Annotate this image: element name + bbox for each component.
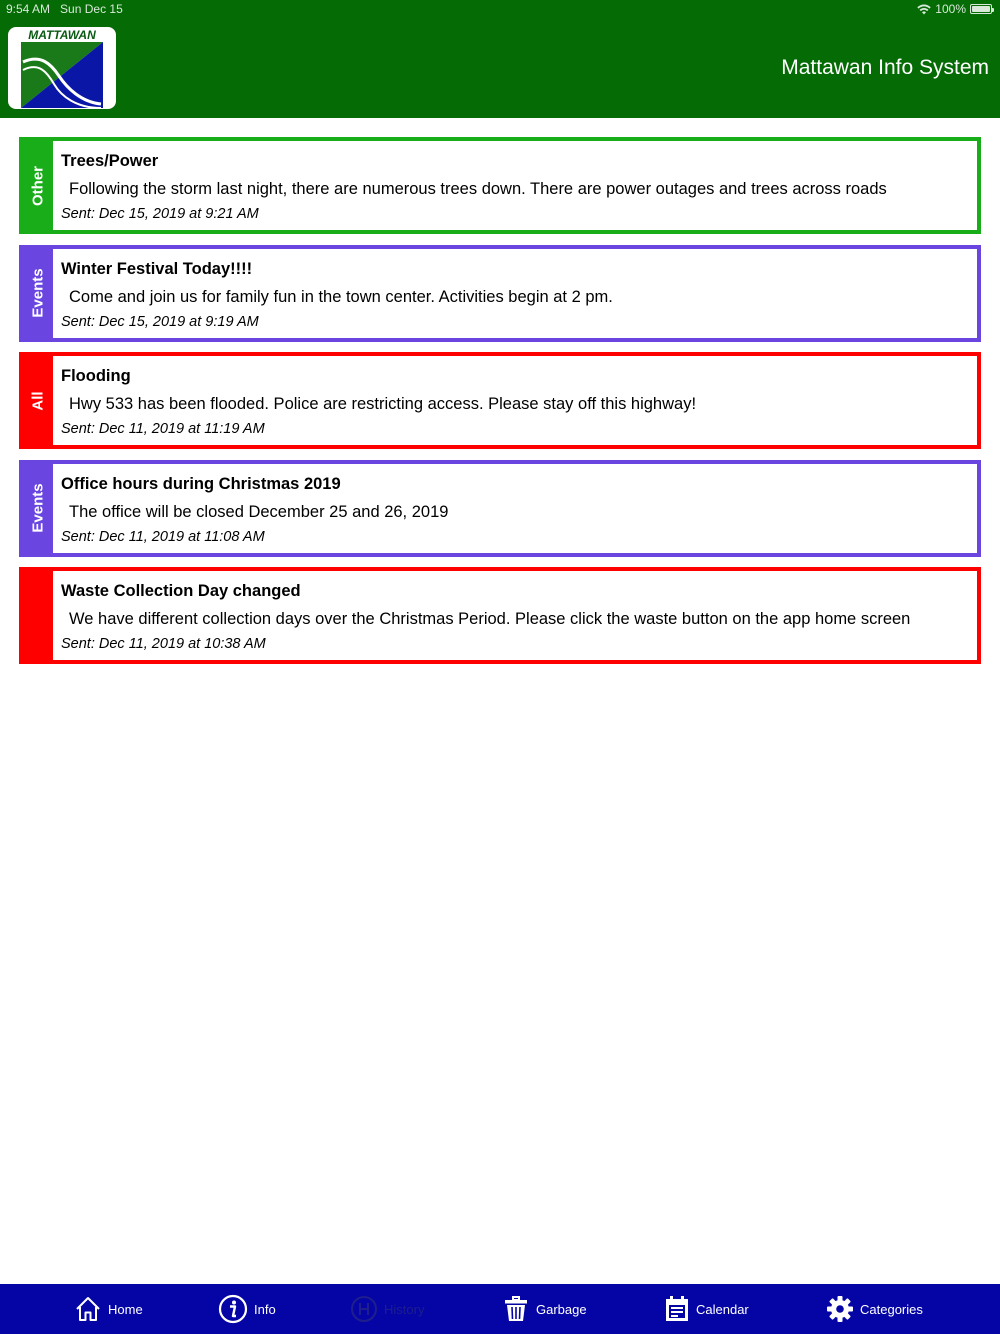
category-label: Other	[29, 165, 47, 206]
tab-home-label: Home	[108, 1301, 143, 1317]
history-icon	[350, 1295, 378, 1323]
tab-info[interactable]	[218, 1284, 276, 1334]
tab-categories-label: Categories	[860, 1301, 923, 1317]
tab-history-label: History	[384, 1301, 425, 1317]
status-bar-right	[917, 2, 992, 16]
calendar-icon	[664, 1295, 690, 1323]
tab-home[interactable]	[74, 1284, 143, 1334]
tab-info-label: Info	[254, 1301, 276, 1317]
tab-garbage[interactable]	[502, 1284, 587, 1334]
message-card[interactable]	[19, 567, 981, 664]
message-body: We have different collection days over the Christmas Period. Please click the waste button on the app home screen	[69, 610, 911, 628]
message-sent-time: Sent: Dec 15, 2019 at 9:19 AM	[61, 313, 259, 330]
category-label: Events	[29, 268, 47, 318]
message-card[interactable]	[19, 352, 981, 449]
info-icon	[218, 1294, 248, 1324]
message-title: Flooding	[61, 367, 131, 385]
tab-bar	[0, 1284, 1000, 1334]
battery-icon	[970, 4, 992, 14]
message-body: Following the storm last night, there are numerous trees down. There are power outages and trees across roads	[69, 180, 887, 198]
message-sent-time: Sent: Dec 15, 2019 at 9:21 AM	[61, 206, 259, 222]
category-label: All	[29, 390, 47, 411]
mattawan-logo	[8, 27, 116, 109]
message-card[interactable]	[19, 245, 981, 342]
message-content	[53, 249, 977, 338]
message-content	[53, 464, 977, 553]
tab-categories[interactable]	[826, 1284, 923, 1334]
battery-percent: 100%	[935, 2, 966, 16]
message-body: The office will be closed December 25 and 26, 2019	[69, 502, 449, 521]
tab-history[interactable]	[350, 1284, 424, 1334]
app-title: Mattawan Info System	[781, 56, 989, 79]
tab-calendar-label: Calendar	[696, 1301, 749, 1317]
message-content	[53, 356, 977, 445]
message-body: Hwy 533 has been flooded. Police are restricting access. Please stay off this highway!	[69, 395, 697, 413]
category-tag	[23, 464, 53, 553]
app-header	[0, 0, 1000, 118]
message-content	[53, 141, 977, 230]
category-tag	[23, 249, 53, 338]
logo-mark	[21, 42, 103, 108]
trash-icon	[502, 1295, 530, 1323]
message-title: Office hours during Christmas 2019	[61, 474, 341, 493]
status-bar-left	[6, 2, 123, 16]
message-title: Winter Festival Today!!!!	[61, 259, 253, 278]
message-title: Waste Collection Day changed	[61, 582, 301, 600]
category-tag	[23, 141, 53, 230]
message-list	[19, 137, 981, 675]
gear-icon	[826, 1295, 854, 1323]
message-sent-time: Sent: Dec 11, 2019 at 10:38 AM	[61, 636, 266, 652]
message-sent-time: Sent: Dec 11, 2019 at 11:19 AM	[61, 421, 265, 437]
tab-garbage-label: Garbage	[536, 1301, 587, 1317]
category-tag	[23, 356, 53, 445]
message-body: Come and join us for family fun in the town center. Activities begin at 2 pm.	[69, 287, 613, 306]
wifi-icon	[917, 4, 931, 15]
status-time: 9:54 AM	[6, 2, 51, 16]
status-date: Sun Dec 15	[60, 2, 123, 16]
logo-text: MATTAWAN	[28, 28, 96, 42]
message-title: Trees/Power	[61, 152, 159, 170]
home-icon	[74, 1295, 102, 1323]
message-content	[53, 571, 977, 660]
category-label: Events	[29, 483, 47, 533]
message-card[interactable]	[19, 460, 981, 557]
message-card[interactable]	[19, 137, 981, 234]
message-sent-time: Sent: Dec 11, 2019 at 11:08 AM	[61, 528, 265, 545]
tab-calendar[interactable]	[664, 1284, 749, 1334]
category-tag	[23, 571, 53, 660]
